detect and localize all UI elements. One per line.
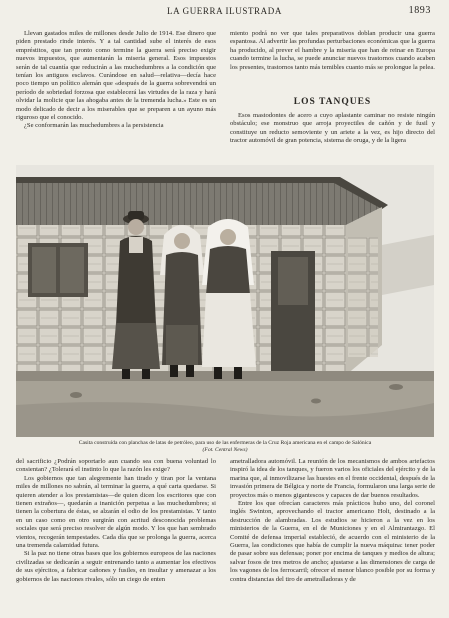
photo-caption <box>16 440 434 454</box>
paragraph: miento podrá no ver que tales preparativos doblan producir una guerra espantosa. Al advertir las profundas perturbaciones económicas que la guerra ha producido, al prever el hambre y la miseria que han de reinar en Europa cuando termine la lucha, se puede anunciar nuevos trastornos cuando acaben los presentes, trastornos tanto más temibles cuanto más se prolongue la pelea. <box>230 30 435 71</box>
caption-text: Casita construída con planchas de latas de petróleo, para uso de las enfermeras de la Cruz Roja americana en el campo de Salónica <box>78 440 372 446</box>
page-header <box>0 0 449 22</box>
article-column-top-left <box>16 30 216 167</box>
tanks-column-top <box>230 112 435 167</box>
article-column-bottom-left <box>16 458 216 618</box>
tanks-column-bottom <box>230 458 435 618</box>
paragraph: Esos mastodontes de acero a cuyo aplastante caminar no resiste ningún obstáculo; ese monstruo que arroja proyectiles de cañón y de fusil y constituye un reducto semoviente y un ariete a la vez, es hijo directo del tractor automóvil de gran potencia, sistema de oruga, y de la ligera <box>230 112 435 145</box>
paragraph: Entre los que ofrecían caracteres más prácticos hubo uno, del coronel inglés Swinton, aprovechando el tractor americano Holt, destinado a la destrucción de alambradas. Los estudios se hicieron a la vez en los ministerios de la Guerra, en el de Municiones y en el Almirantazgo. El Comité de defensa imperial estableció, de acuerdo con el ministerio de la Guerra, las condiciones que había de cumplir la nueva máquina: tener poder de pasar sobre sus defensas; poner por encima de tanques y medios de altura; salvar fosos de tres metros de ancho; ajustarse a las dimensiones de carga de los vagones de los ferrocarril; ofrecer el menor blanco posible por su forma y contra distancias del tiro de ametralladoras y de <box>230 500 435 583</box>
nurses-photograph <box>16 165 434 437</box>
section-heading: LOS TANQUES <box>293 97 372 107</box>
paragraph: Los gobiernos que tan alegremente han tirado y tiran por la ventana miles de millones no sabrán, al terminar la guerra, a qué carta quedarse. Si quieren atender a los prestamistas—de quien dicen los escritores que con tienen extraños—, quedarán a inanición perpetua a las muchedumbres; si tienen la cobertura de éstas, se alzarán el odio de los prestamistas. Y tanto en un caso como en otro surgirán con acritud desconocida problemas sociales que será preciso resolver de algún modo. Y los que han sembrado vientos, recogerán tempestades. Cada día que se prolonga la guerra, acerca una tremenda calamidad futura. <box>16 474 216 550</box>
paragraph: Si la paz no tiene otras bases que los gobiernos europeos de las naciones civilizadas se dedicarán a seguir entrenando tanto a aumentar los efectivos de sus ejércitos, a fabricar cañones y fusiles, en insultar y amenazar a los gobiernos de las naciones rivales, sólo un ciego de enten <box>16 550 216 583</box>
paragraph: ¿Se conformarán las muchedumbres a la persistencia <box>24 122 164 130</box>
paragraph: del sacrificio ¿Podrán soportarlo aun cuando sea con buena voluntad lo consientan? ¿Tolerará el instinto lo que la razón les exige? <box>16 458 216 474</box>
paragraph: Llevan gastados miles de millones desde Julio de 1914. Ese dinero que piden prestado rinde interés. Y a tal cantidad sube el interés de esos empréstitos, que tan pronto como termine la guerra será preciso exigir nuevos impuestos, que aumentarán la miseria general. Esos impuestos serán de tal cuantía que reducirán a las muchedumbres a la condición que tenían los antiguos esclavos. Curándose en salud—relativa—decía hace poco tiempo un político alemán que «después de la guerra sobrevendrá un período de sobriedad forzosa que establecerá las virtudes de la raza y hará olvidar la molicie que las ahogaba antes de la tremenda lucha.» Este es un modo delicado de decir a los miserables que se preparen a un ayuno más riguroso que el conocido. <box>16 30 216 122</box>
page-number: 1893 <box>408 5 431 16</box>
paragraph: ametralladora automóvil. La reunión de los mecanismos de ambos artefactos inspiró la idea de los tanques, y fueron varios los oficiales del ejército y de la marina que, al inmovilizarse las huestes en el frente occidental, después de la invasión primera de Bélgica y norte de Francia, formularon una larga serie de proyectos más o menos gigantescos y capaces de dar buenos resultados. <box>230 458 435 499</box>
photo-credit: (Fot. Central News) <box>202 447 248 453</box>
publication-title: LA GUERRA ILUSTRADA <box>167 6 282 16</box>
article-column-top-right <box>230 30 435 96</box>
